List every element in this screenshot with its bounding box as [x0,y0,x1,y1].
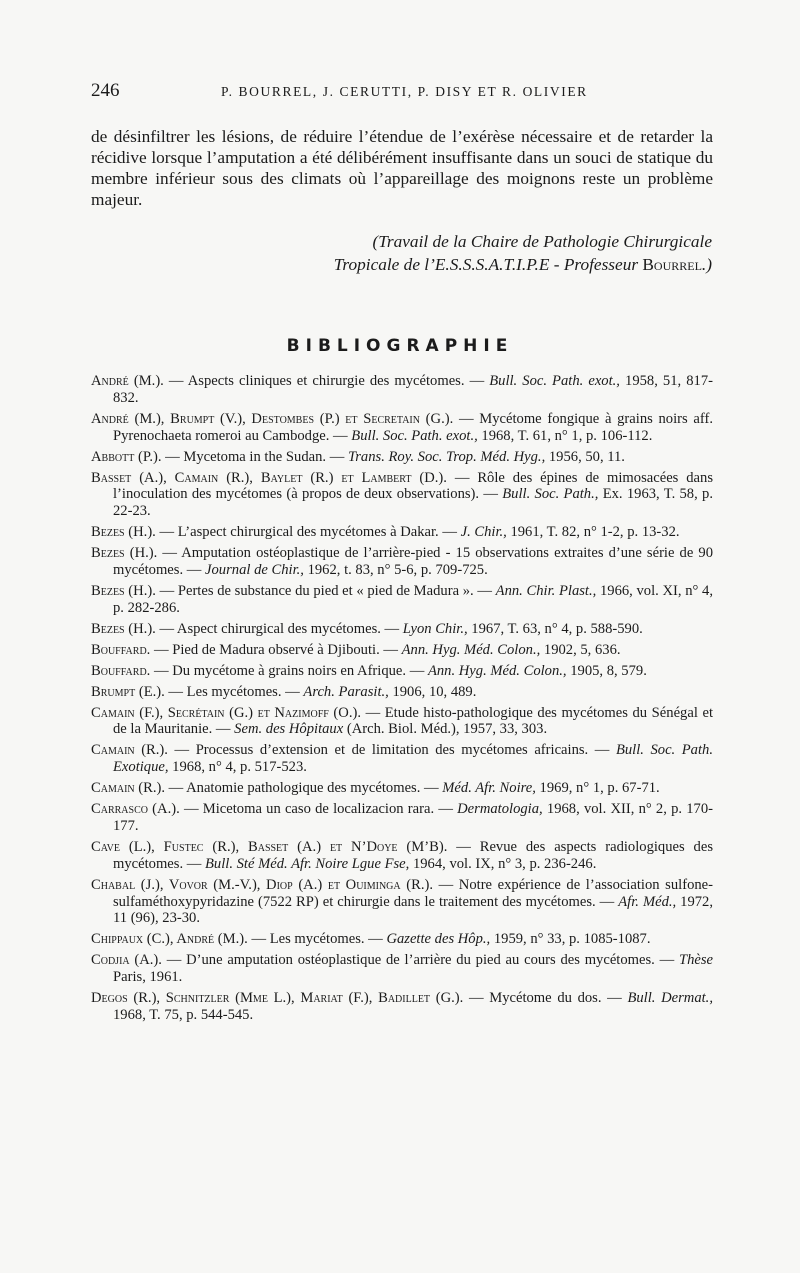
reference-journal: Sem. des Hôpitaux [234,721,344,738]
reference-entry [91,801,713,835]
reference-title: — Pertes de substance du pied et « pied de Madura ». — [155,582,496,599]
reference-entry [91,742,713,776]
reference-details: 1968, T. 61, n° 1, p. 106-112. [477,427,653,444]
reference-journal: Afr. Méd., [618,893,677,910]
reference-author: Abbott (P.). [91,448,162,465]
reference-details: 1964, vol. IX, n° 3, p. 236-246. [409,855,597,872]
reference-details: Paris, 1961. [113,969,183,986]
reference-author: Cave (L.), Fustec (R.), Basset (A.) et N’Doye (M’B). [91,838,448,855]
reference-details: 1968, vol. XII, n° 2, p. 170-177. [113,801,713,834]
reference-details: 1906, 10, 489. [388,683,477,700]
reference-journal: Ann. Hyg. Méd. Colon., [401,641,541,658]
reference-journal: Journal de Chir., [205,561,304,578]
reference-details: 1968, T. 75, p. 544-545. [113,1006,254,1023]
reference-title: — Mycétome du dos. — [463,990,628,1007]
page-header [91,80,711,108]
reference-details: 1902, 5, 636. [540,641,621,658]
reference-journal: J. Chir., [460,524,507,541]
reference-title: — Processus d’extension et de limitation des mycétomes africains. — [167,742,616,759]
reference-entry [91,621,713,638]
reference-title: — L’aspect chirurgical des mycétomes à Dakar. — [155,524,461,541]
reference-author: Codjia (A.). [91,952,162,969]
reference-title: — Du mycétome à grains noirs en Afrique. — [150,662,428,679]
reference-details: 1956, 50, 11. [545,448,625,465]
affiliation-note [150,230,712,276]
reference-entry [91,877,713,927]
reference-details: Ex. 1963, T. 58, p. 22-23. [113,486,713,520]
reference-title: — Notre expérience de l’association sulfone-sulfaméthoxypyridazine (7522 RP) et chirurgie dans le traitement des mycétomes. — [113,876,713,910]
reference-author: Camain (F.), Secrétain (G.) et Nazimoff (O.). [91,704,361,721]
reference-journal: Ann. Hyg. Méd. Colon., [427,662,567,679]
reference-details: 1959, n° 33, p. 1085-1087. [490,931,651,948]
reference-journal: Bull. Sté Méd. Afr. Noire Lgue Fse, [205,855,410,872]
reference-author: Bouffard. [91,662,151,679]
reference-entry [91,449,713,466]
reference-list [91,373,713,1028]
reference-journal: Thèse [678,952,714,969]
reference-title: — Anatomie pathologique des mycétomes. — [165,780,443,797]
reference-title: — Etude histo-pathologique des mycétomes du Sénégal et de la Mauritanie. — [113,704,713,738]
reference-entry [91,545,713,579]
reference-author: Basset (A.), Camain (R.), Baylet (R.) et Lambert (D.). [91,469,447,486]
reference-title: — Aspect chirurgical des mycétomes. — [155,620,403,637]
reference-details: 1972, 11 (96), 23-30. [113,893,714,927]
affiliation-line-1: (Travail de la Chaire de Pathologie Chirurgicale [372,232,712,251]
reference-author: Carrasco (A.). [91,801,180,818]
reference-entry [91,952,713,986]
reference-journal: Ann. Chir. Plast., [495,582,597,599]
reference-entry [91,780,713,797]
reference-details: (Arch. Biol. Méd.), 1957, 33, 303. [343,721,548,738]
reference-title: — Micetoma un caso de localizacion rara. — [179,801,458,818]
reference-entry [91,524,713,541]
reference-author: Bezes (H.). [91,545,158,562]
intro-paragraph: de désinfiltrer les lésions, de réduire l’étendue de l’exérèse nécessaire et de retarder la récidive lorsque l’amputation a été délibérément insuffisante dans un souci de statique du membre inférieur sous des climats où l’appareillage des moignons reste un problème majeur. [91,127,713,209]
reference-author: Bezes (H.). [91,524,156,541]
reference-entry [91,705,713,739]
reference-journal: Bull. Soc. Path., [502,486,599,503]
reference-journal: Bull. Dermat., [627,990,713,1007]
reference-author: Degos (R.), Schnitzler (Mme L.), Mariat (F.), Badillet (G.). [91,990,464,1007]
reference-journal: Bull. Soc. Path. Exotique, [113,742,713,776]
reference-details: 1967, T. 63, n° 4, p. 588-590. [467,620,643,637]
running-head-authors: P. BOURREL, J. CERUTTI, P. DISY ET R. OLIVIER [221,84,588,99]
reference-title: — D’une amputation ostéoplastique de l’arrière du pied au cours des mycétomes. — [161,952,679,969]
reference-author: Chabal (J.), Vovor (M.-V.), Diop (A.) et Ouiminga (R.). [91,876,433,893]
reference-entry [91,373,713,407]
reference-title: — Les mycétomes. — [164,683,304,700]
reference-journal: Bull. Soc. Path. exot., [489,373,620,389]
reference-journal: Dermatologia, [457,801,543,818]
reference-author: Bouffard. [91,641,151,658]
bibliography-heading: BIBLIOGRAPHIE [286,336,514,356]
reference-author: Brumpt (E.). [91,683,165,700]
reference-title: — Les mycétomes. — [247,931,387,948]
reference-author: Chippaux (C.), André (M.). [91,931,248,948]
affiliation-line-2: Tropicale de l’E.S.S.S.A.T.I.P.E - Professeur [333,255,643,274]
reference-journal: Bull. Soc. Path. exot., [351,427,478,444]
reference-entry [91,684,713,701]
reference-author: Camain (R.). [91,742,168,759]
reference-author: Camain (R.). [91,780,166,797]
reference-author: Bezes (H.). [91,620,156,637]
reference-journal: Trans. Roy. Soc. Trop. Méd. Hyg., [347,448,546,465]
reference-title: — Aspects cliniques et chirurgie des mycétomes. — [163,373,490,389]
reference-details: 1961, T. 82, n° 1-2, p. 13-32. [506,524,680,541]
reference-journal: Arch. Parasit., [303,683,389,700]
reference-entry [91,642,713,659]
reference-entry [91,990,713,1024]
reference-details: 1962, t. 83, n° 5-6, p. 709-725. [303,561,488,578]
reference-entry [91,839,713,873]
reference-details: 1905, 8, 579. [566,662,647,679]
page-number: 246 [91,80,120,101]
reference-title: — Revue des aspects radiologiques des mycétomes. — [113,838,714,872]
affiliation-end: .) [701,255,712,274]
reference-title: — Mycétome fongique à grains noirs aff. Pyrenochaeta romeroi au Cambodge. — [113,410,713,444]
reference-author: André (M.), Brumpt (V.), Destombes (P.) et Secretain (G.). [91,410,454,427]
reference-journal: Méd. Afr. Noire, [442,780,536,797]
reference-entry [91,583,713,617]
reference-author: André (M.). [91,373,164,389]
reference-title: — Rôle des épines de mimosacées dans l’inoculation des mycétomes (à propos de deux observations). — [113,469,714,503]
reference-details: 1968, n° 4, p. 517-523. [168,759,307,776]
reference-author: Bezes (H.). [91,582,156,599]
reference-details: 1958, 51, 817-832. [113,373,713,406]
reference-details: 1969, n° 1, p. 67-71. [535,780,660,797]
reference-entry [91,663,713,680]
reference-entry [91,470,713,520]
reference-title: — Mycetoma in the Sudan. — [161,448,348,465]
reference-journal: Gazette des Hôp., [386,931,491,948]
affiliation-professor-name: Bourrel [642,255,702,274]
reference-details: 1966, vol. XI, n° 4, p. 282-286. [113,582,713,616]
reference-journal: Lyon Chir., [402,620,468,637]
reference-title: — Pied de Madura observé à Djibouti. — [150,641,402,658]
reference-title: — Amputation ostéoplastique de l’arrière-pied - 15 observations extraites d’une série de 90 mycétomes. — [113,545,714,578]
reference-entry [91,931,713,948]
reference-entry [91,411,713,445]
